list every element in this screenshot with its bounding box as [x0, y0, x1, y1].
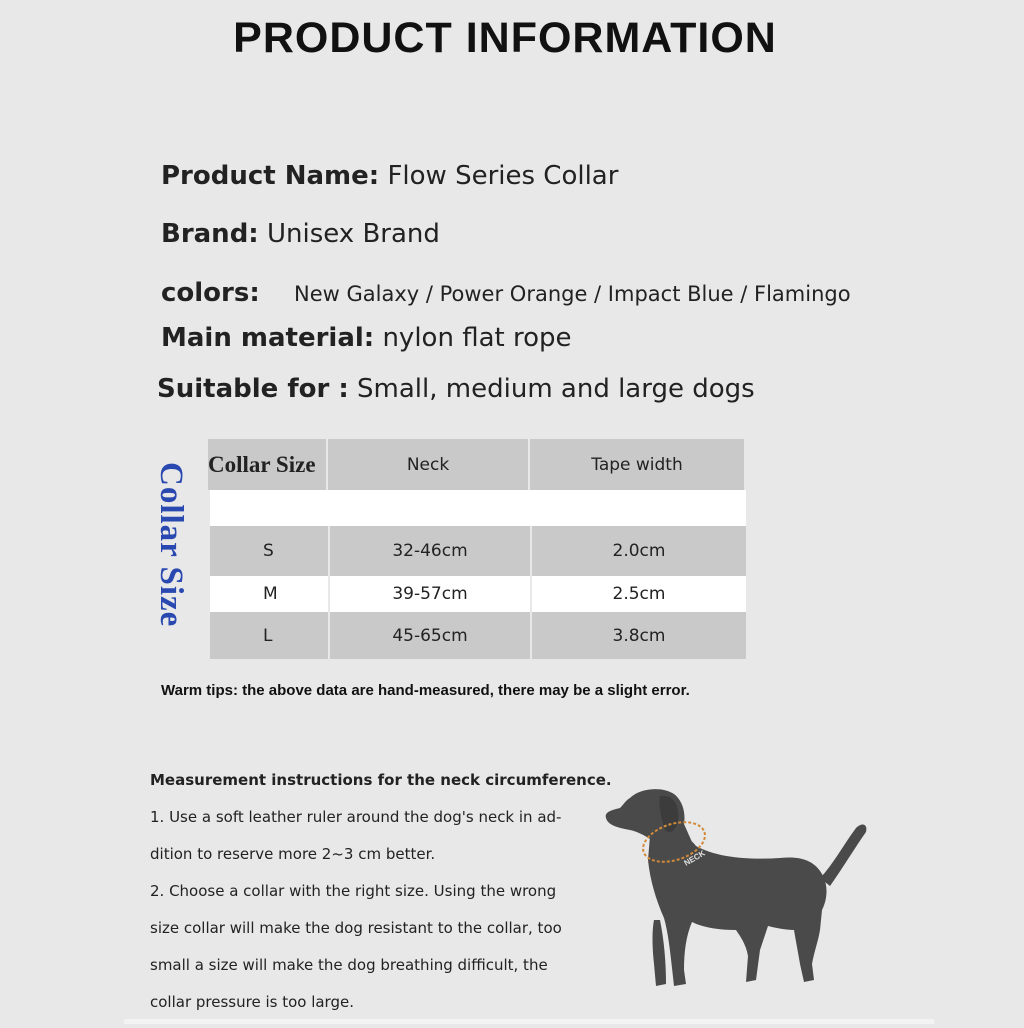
- instructions-heading: Measurement instructions for the neck circumference.: [150, 771, 612, 789]
- header-collar-size: Collar Size: [208, 439, 326, 490]
- product-name-row: [161, 161, 618, 191]
- tape-width-cell: 3.8cm: [532, 612, 746, 659]
- warm-tips: Warm tips: the above data are hand-measured, there may be a slight error.: [161, 682, 690, 699]
- neck-label: NECK: [682, 848, 707, 868]
- product-name-value: Flow Series Collar: [387, 161, 619, 191]
- brand-value: Unisex Brand: [266, 219, 440, 249]
- page-title: PRODUCT INFORMATION: [233, 14, 777, 62]
- brand-key: Brand:: [161, 219, 259, 249]
- size-cell: L: [210, 612, 328, 659]
- bottom-divider: [124, 1019, 934, 1024]
- dog-illustration: [600, 780, 870, 995]
- neck-cell: 39-57cm: [330, 576, 530, 612]
- measurement-instructions: [150, 769, 612, 1028]
- header-tape-width: Tape width: [530, 439, 744, 490]
- neck-cell: 32-46cm: [330, 526, 530, 576]
- size-cell: M: [210, 576, 328, 612]
- table-header: [210, 439, 746, 490]
- colors-value: New Galaxy / Power Orange / Impact Blue / Flamingo: [294, 282, 851, 306]
- instruction-line: 1. Use a soft leather ruler around the dog's neck in ad-: [150, 808, 562, 826]
- size-cell: S: [210, 526, 328, 576]
- instruction-line: dition to reserve more 2~3 cm better.: [150, 845, 436, 863]
- collar-size-side-label: Collar Size: [153, 462, 189, 628]
- product-name-key: Product Name:: [161, 161, 380, 191]
- instruction-line: 2. Choose a collar with the right size. Using the wrong: [150, 882, 557, 900]
- suitable-row: [157, 374, 755, 404]
- table-row: [210, 526, 746, 576]
- colors-key: colors:: [161, 278, 260, 308]
- material-key: Main material:: [161, 323, 375, 353]
- table-spacer: [210, 490, 746, 526]
- suitable-key: Suitable for :: [157, 374, 349, 404]
- instruction-line: size collar will make the dog resistant to the collar, too: [150, 919, 562, 937]
- table-row: [210, 612, 746, 659]
- material-row: [161, 323, 572, 353]
- instruction-line: collar pressure is too large.: [150, 993, 354, 1011]
- material-value: nylon flat rope: [382, 323, 572, 353]
- tape-width-cell: 2.0cm: [532, 526, 746, 576]
- colors-row: [161, 278, 851, 308]
- neck-cell: 45-65cm: [330, 612, 530, 659]
- size-table: [210, 439, 746, 659]
- instruction-line: small a size will make the dog breathing difficult, the: [150, 956, 548, 974]
- suitable-value: Small, medium and large dogs: [357, 374, 755, 404]
- dog-silhouette-icon: [606, 789, 867, 986]
- header-neck: Neck: [328, 439, 528, 490]
- tape-width-cell: 2.5cm: [532, 576, 746, 612]
- table-row: [210, 576, 746, 612]
- brand-row: [161, 219, 440, 249]
